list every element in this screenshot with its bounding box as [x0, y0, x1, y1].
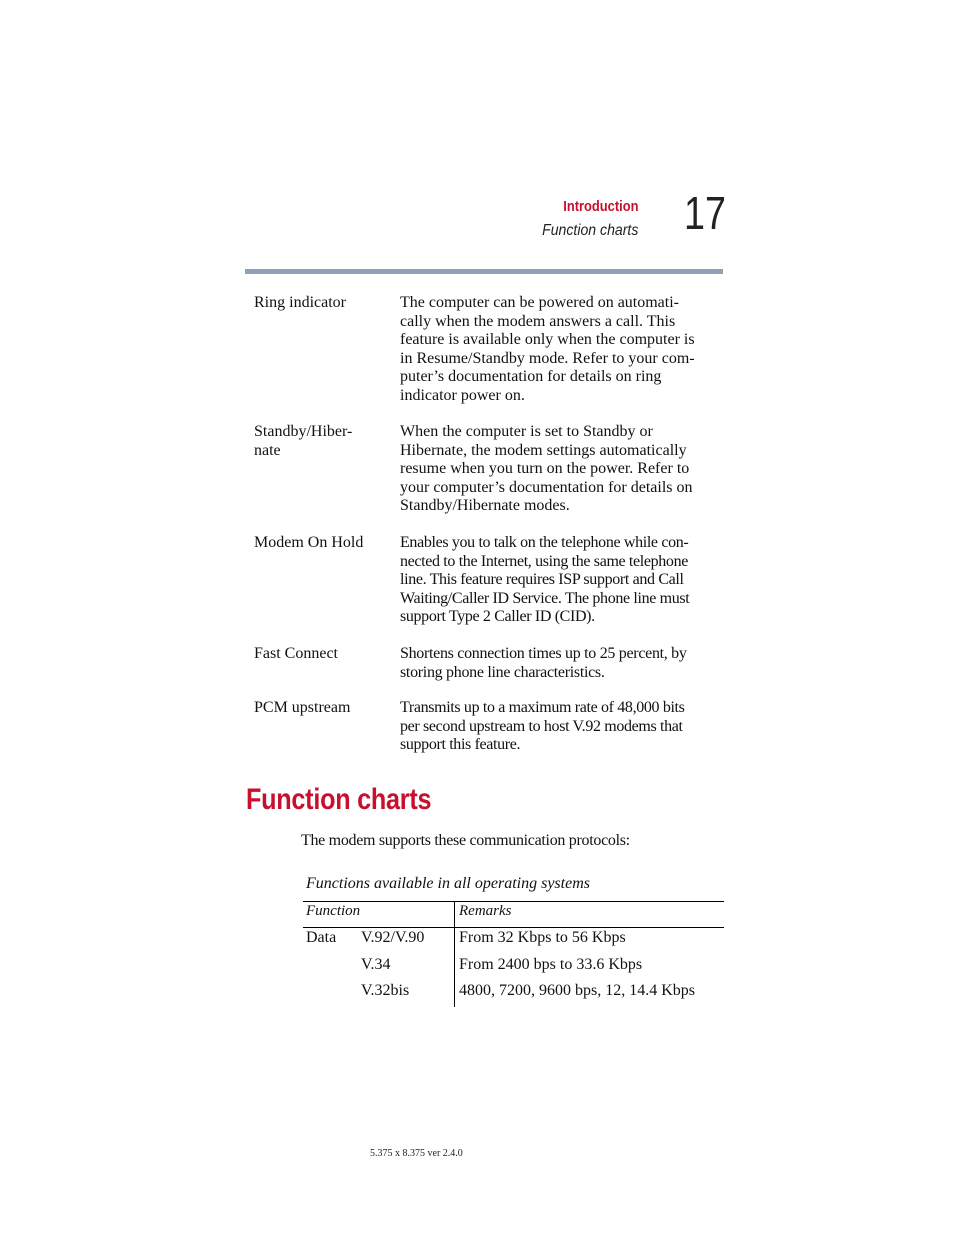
header-rule	[245, 269, 723, 274]
table-header-remarks: Remarks	[459, 903, 512, 919]
definition-desc: Enables you to talk on the telephone while con- nected to the Internet, using the same telephone line. This feature requires ISP support and Call Waiting/Caller ID Service. The phone line must support Type 2 Caller ID (CID).	[400, 534, 690, 626]
table-caption: Functions available in all operating systems	[306, 875, 590, 892]
definition-desc: When the computer is set to Standby or Hibernate, the modem settings automatically resume when you turn on the power. Refer to your computer’s documentation for details on Standby/Hibernate modes.	[400, 423, 693, 515]
definition-term: Fast Connect	[254, 645, 338, 662]
running-header-section: Introduction	[562, 198, 638, 215]
table-group-label: Data	[306, 929, 337, 946]
table-cell-remark: 4800, 7200, 9600 bps, 12, 14.4 Kbps	[459, 982, 696, 999]
table-cell-protocol: V.32bis	[361, 982, 410, 999]
definition-term: Standby/Hiber- nate	[254, 423, 353, 459]
page-number: 17	[684, 187, 726, 239]
table-cell-remark: From 32 Kbps to 56 Kbps	[459, 929, 626, 946]
definition-desc: The computer can be powered on automati- cally when the modem answers a call. This feature is available only when the computer is in Resume/Standby mode. Refer to your com- puter’s documentation for details on ring indicator power on.	[400, 294, 695, 404]
definition-term: Modem On Hold	[254, 534, 364, 551]
definition-desc: Transmits up to a maximum rate of 48,000 bits per second upstream to host V.92 modems that support this feature.	[400, 699, 685, 754]
section-intro: The modem supports these communication protocols:	[301, 832, 630, 849]
definition-term: Ring indicator	[254, 294, 346, 311]
table-cell-protocol: V.34	[361, 956, 391, 973]
definition-desc: Shortens connection times up to 25 percent, by storing phone line characteristics.	[400, 645, 687, 681]
table-header-rule	[303, 927, 724, 928]
running-header-subsection: Function charts	[541, 222, 638, 239]
section-title: Function charts	[246, 783, 432, 816]
table-column-divider	[454, 901, 455, 1007]
table-top-rule	[303, 901, 724, 902]
table-cell-protocol: V.92/V.90	[361, 929, 425, 946]
page-footer: 5.375 x 8.375 ver 2.4.0	[370, 1148, 463, 1159]
table-cell-remark: From 2400 bps to 33.6 Kbps	[459, 956, 643, 973]
table-header-function: Function	[306, 903, 361, 919]
definition-term: PCM upstream	[254, 699, 351, 716]
